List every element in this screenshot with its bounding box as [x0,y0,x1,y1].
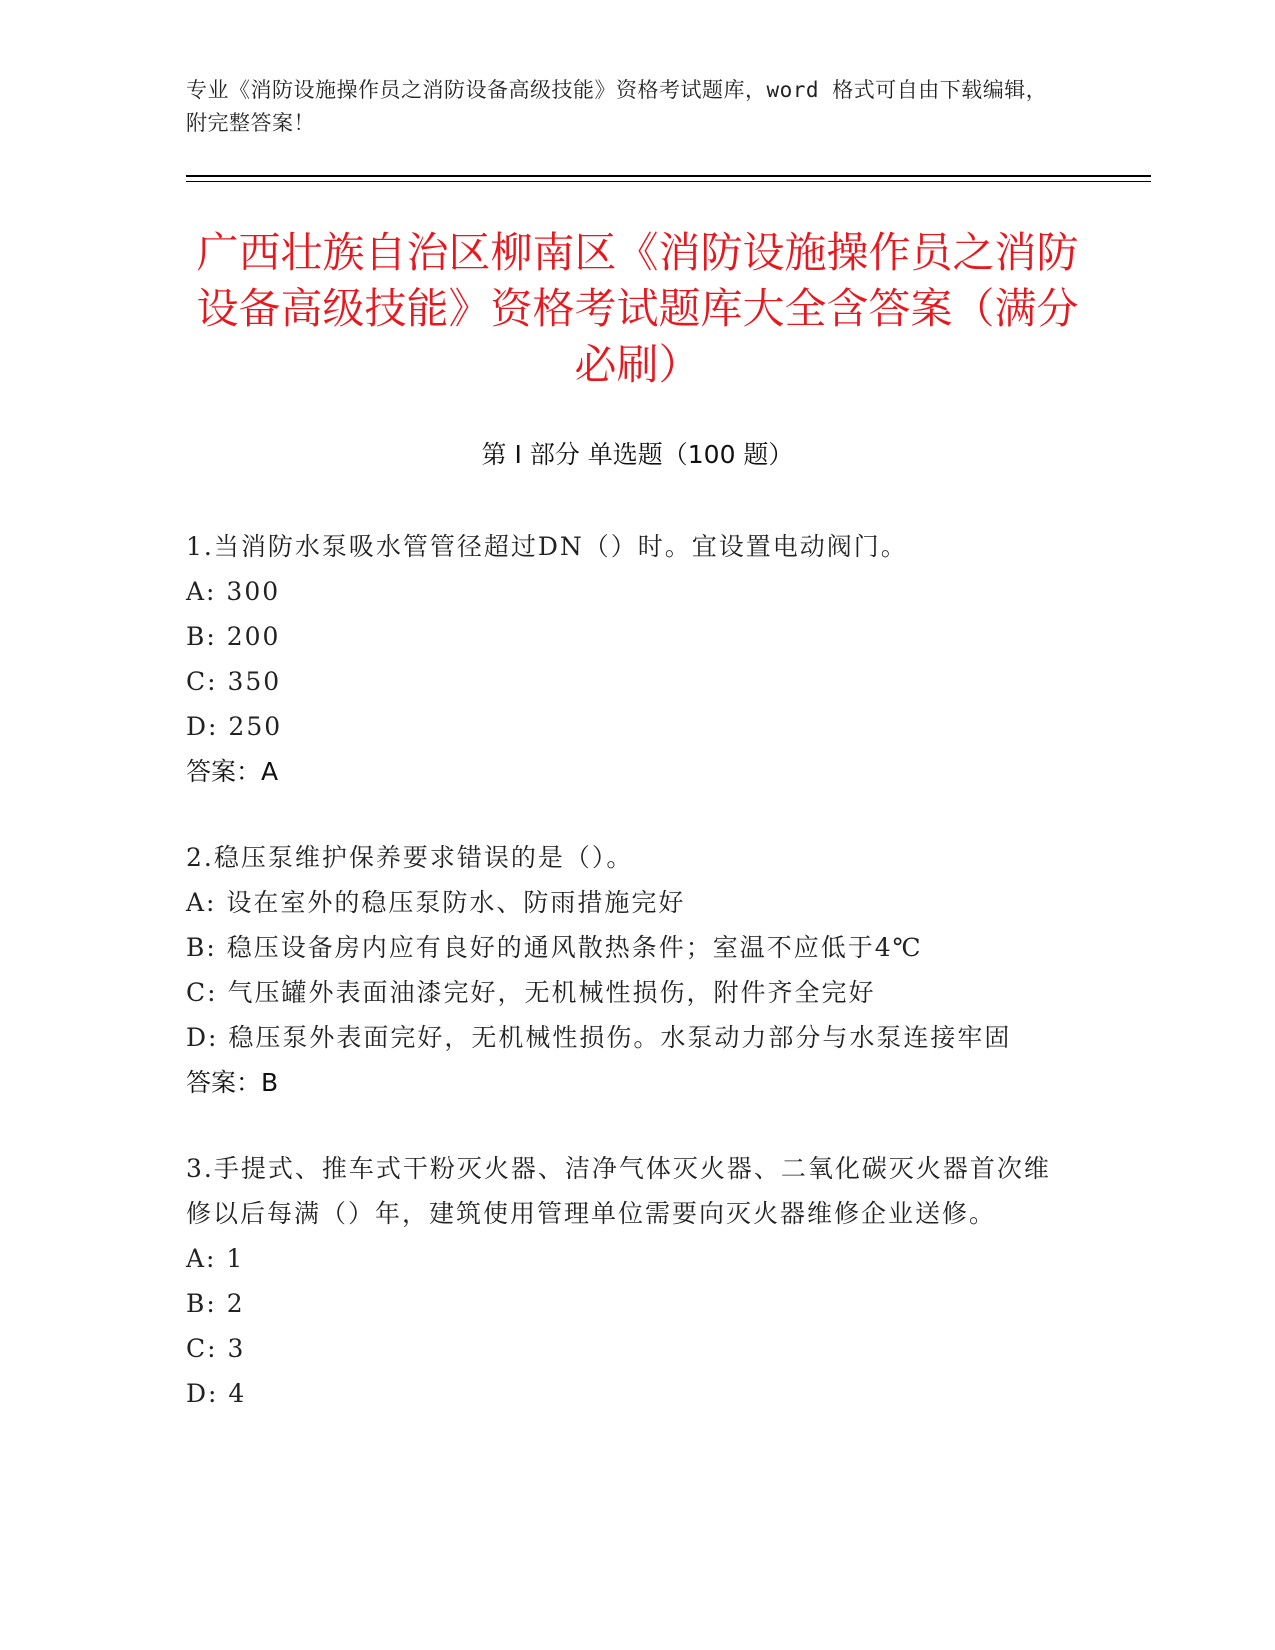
question-2 [186,835,1066,1105]
answer-key: 答案：B [186,1068,279,1097]
option-a: A: 1 [186,1244,245,1273]
document-title: 广西壮族自治区柳南区《消防设施操作员之消防设备高级技能》资格考试题库大全含答案（满分必刷） [196,228,1079,389]
section-heading: 第 I 部分 单选题（100 题） [481,440,794,469]
header-divider-thin [186,181,1151,182]
option-b: B: 2 [186,1289,245,1318]
option-c: C: 3 [186,1334,246,1363]
answer-key: 答案：A [186,757,279,786]
question-text: 2.稳压泵维护保养要求错误的是（）。 [186,843,634,872]
option-b: B: 200 [186,622,281,651]
option-a: A: 300 [186,577,281,606]
question-text: 1.当消防水泵吸水管管径超过DN（）时。宜设置电动阀门。 [186,532,908,561]
question-text: 3.手提式、推车式干粉灭火器、洁净气体灭火器、二氧化碳灭火器首次维修以后每满（）年，建筑使用管理单位需要向灭火器维修企业送修。 [186,1154,1051,1228]
question-list [186,524,1066,1457]
header-divider-thick [186,175,1151,177]
option-d: D: 250 [186,712,283,741]
option-d: D: 稳压泵外表面完好，无机械性损伤。水泵动力部分与水泵连接牢固 [186,1023,1012,1052]
option-b: B: 稳压设备房内应有良好的通风散热条件；室温不应低于4℃ [186,933,923,962]
option-d: D: 4 [186,1379,247,1408]
option-a: A: 设在室外的稳压泵防水、防雨措施完好 [186,888,686,917]
question-1 [186,524,1066,794]
option-c: C: 350 [186,667,282,696]
header-note: 专业《消防设施操作员之消防设备高级技能》资格考试题库，word 格式可自由下载编辑，附完整答案！ [186,78,1048,135]
question-3 [186,1146,1066,1416]
option-c: C: 气压罐外表面油漆完好，无机械性损伤，附件齐全完好 [186,978,876,1007]
